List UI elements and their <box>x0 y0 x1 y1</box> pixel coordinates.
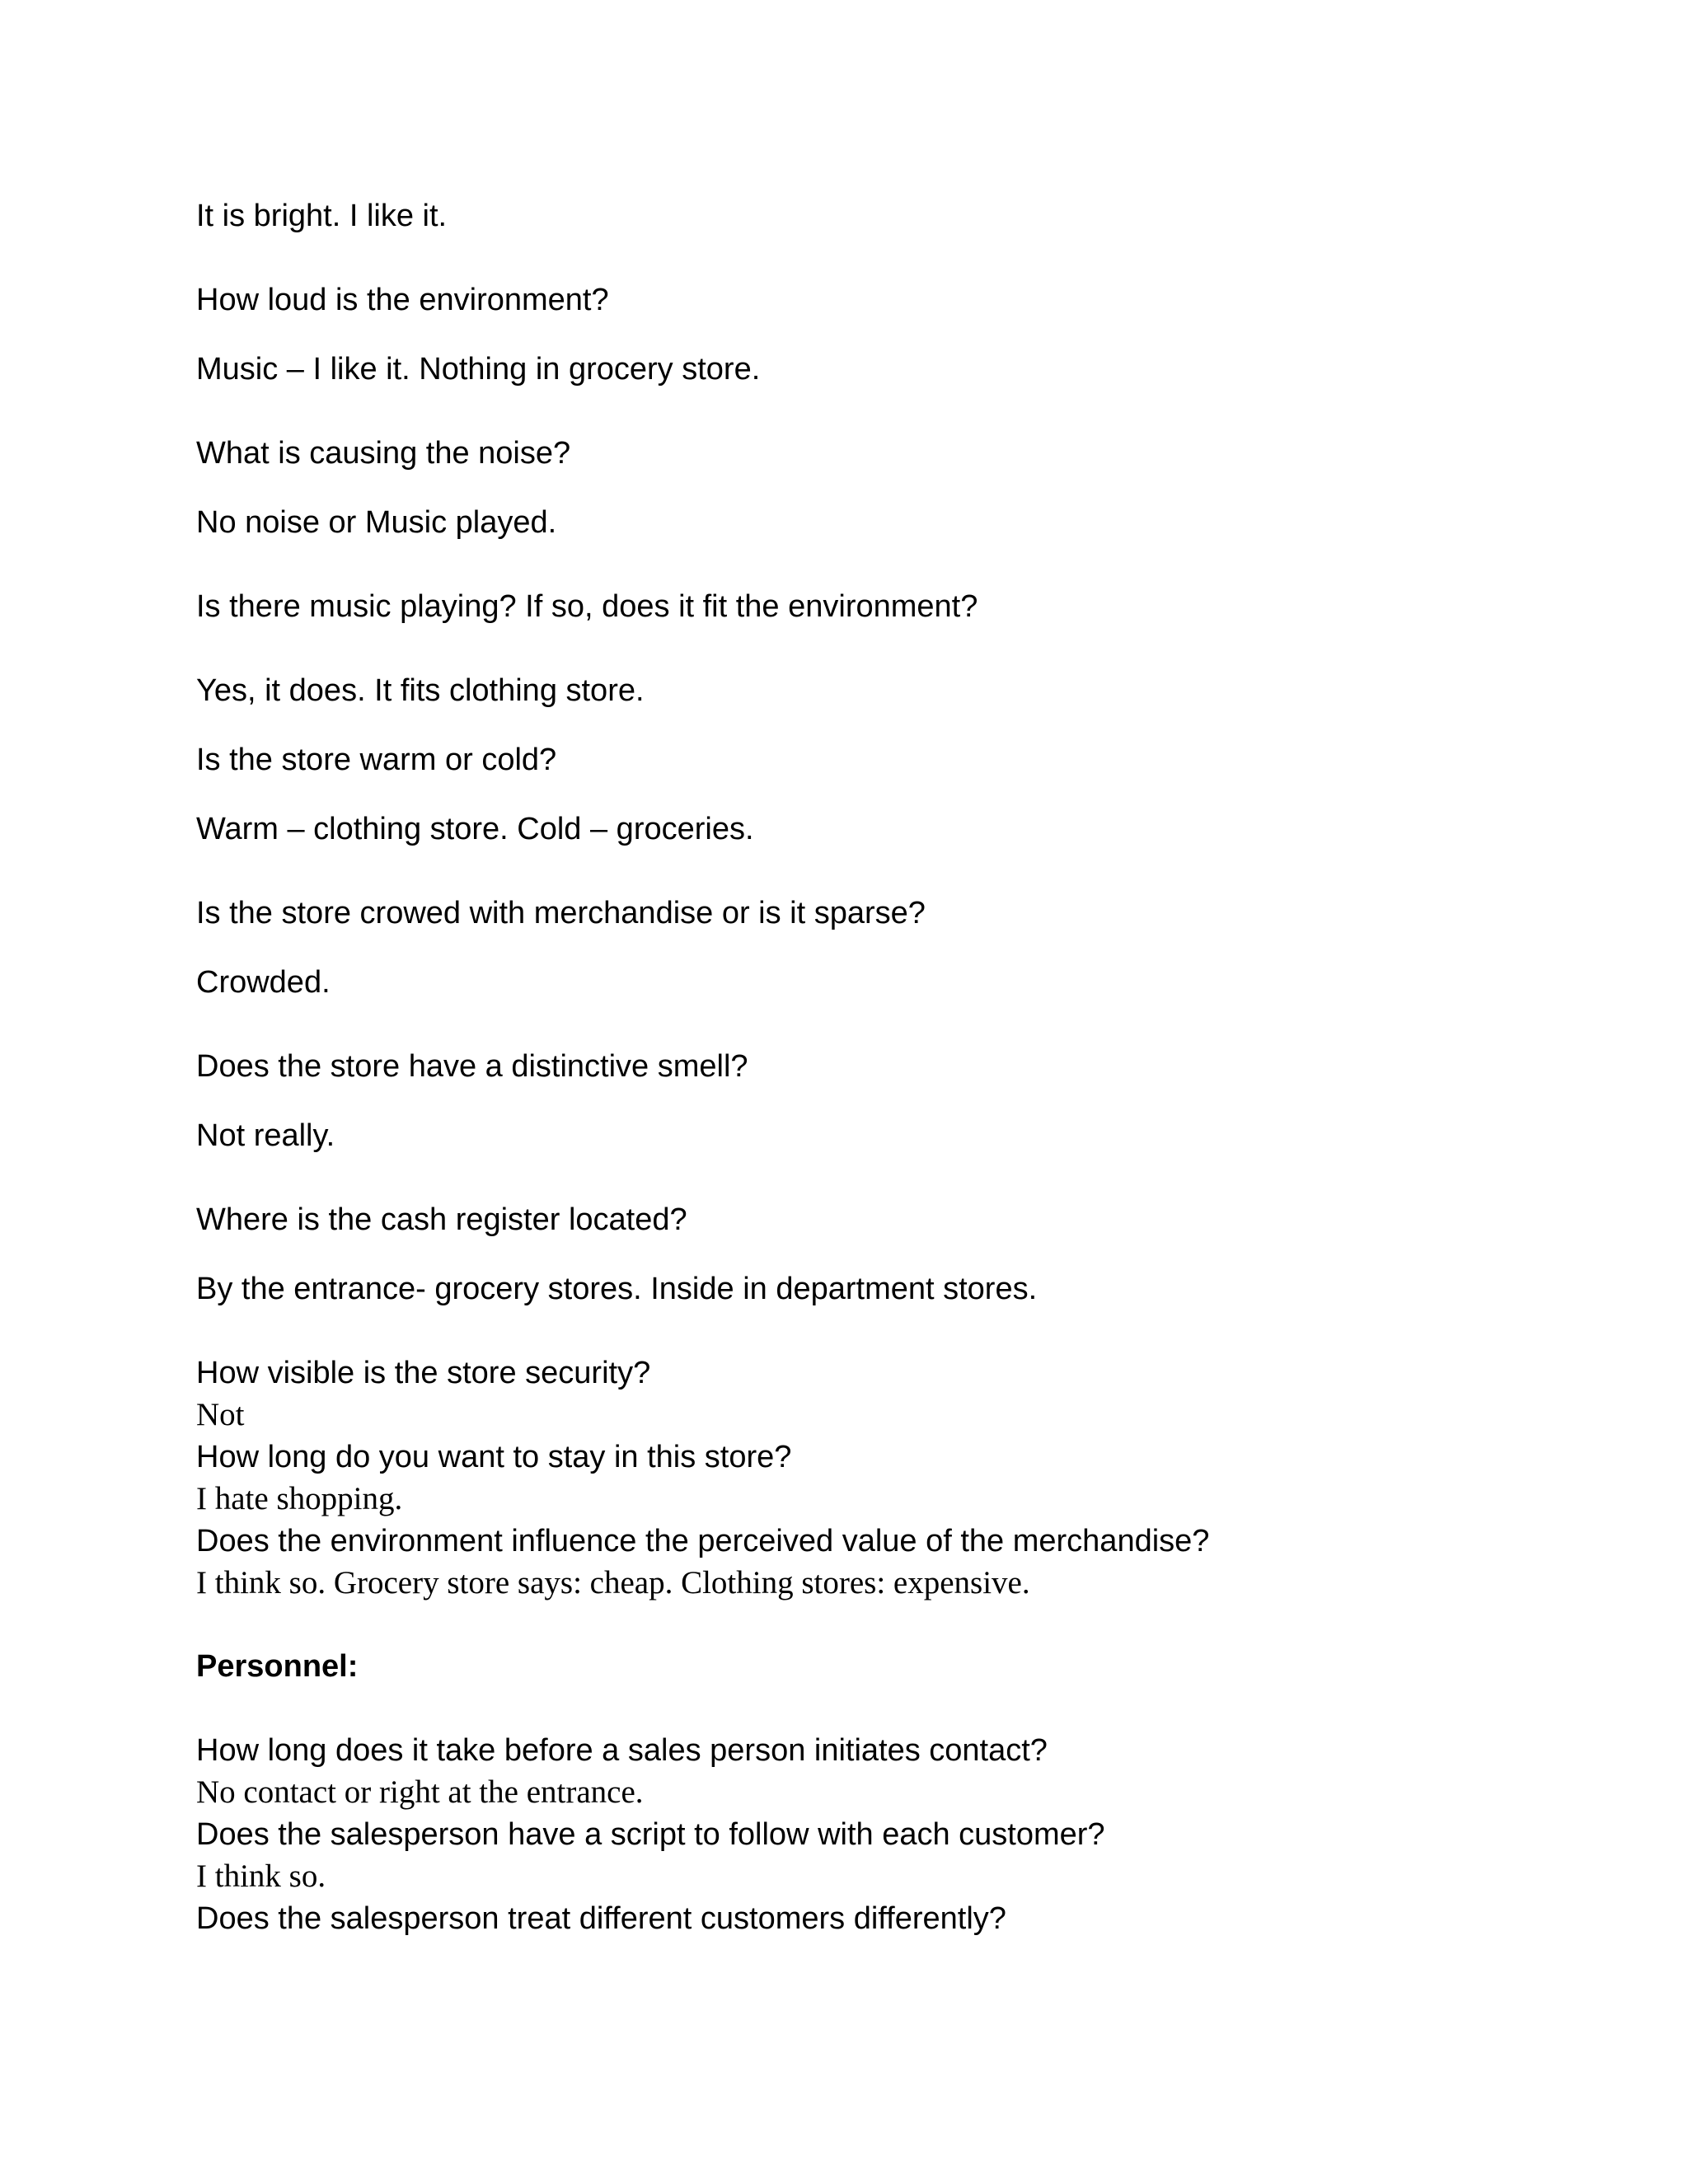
question-script: Does the salesperson have a script to follow with each customer? <box>196 1817 1105 1852</box>
answer-smell: Not really. <box>196 1118 335 1153</box>
question-customer-treatment: Does the salesperson treat different customers differently? <box>196 1901 1006 1936</box>
answer-merchandise-density: Crowded. <box>196 965 331 1000</box>
question-noise-cause: What is causing the noise? <box>196 436 571 471</box>
answer-cash-register: By the entrance- grocery stores. Inside in department stores. <box>196 1272 1038 1306</box>
answer-temperature: Warm – clothing store. Cold – groceries. <box>196 812 754 846</box>
answer-script: I think so. <box>196 1858 326 1894</box>
question-cash-register: Where is the cash register located? <box>196 1202 687 1237</box>
question-perceived-value: Does the environment influence the perceived value of the merchandise? <box>196 1524 1210 1558</box>
answer-stay-duration: I hate shopping. <box>196 1481 403 1516</box>
question-security: How visible is the store security? <box>196 1356 651 1390</box>
question-temperature: Is the store warm or cold? <box>196 743 557 777</box>
answer-noise-level: Music – I like it. Nothing in grocery store. <box>196 352 761 387</box>
answer-security: Not <box>196 1397 245 1432</box>
section-heading-personnel: Personnel: <box>196 1649 359 1684</box>
question-noise-level: How loud is the environment? <box>196 283 609 317</box>
question-stay-duration: How long do you want to stay in this store? <box>196 1440 792 1474</box>
question-merchandise-density: Is the store crowed with merchandise or is it sparse? <box>196 896 926 930</box>
answer-music: Yes, it does. It fits clothing store. <box>196 673 645 708</box>
question-music: Is there music playing? If so, does it fit the environment? <box>196 589 978 624</box>
answer-contact-time: No contact or right at the entrance. <box>196 1774 644 1810</box>
answer-perceived-value: I think so. Grocery store says: cheap. Clothing stores: expensive. <box>196 1565 1030 1601</box>
question-contact-time: How long does it take before a sales person initiates contact? <box>196 1733 1048 1768</box>
question-smell: Does the store have a distinctive smell? <box>196 1049 748 1084</box>
answer-noise-cause: No noise or Music played. <box>196 505 557 540</box>
answer-lighting: It is bright. I like it. <box>196 199 448 233</box>
